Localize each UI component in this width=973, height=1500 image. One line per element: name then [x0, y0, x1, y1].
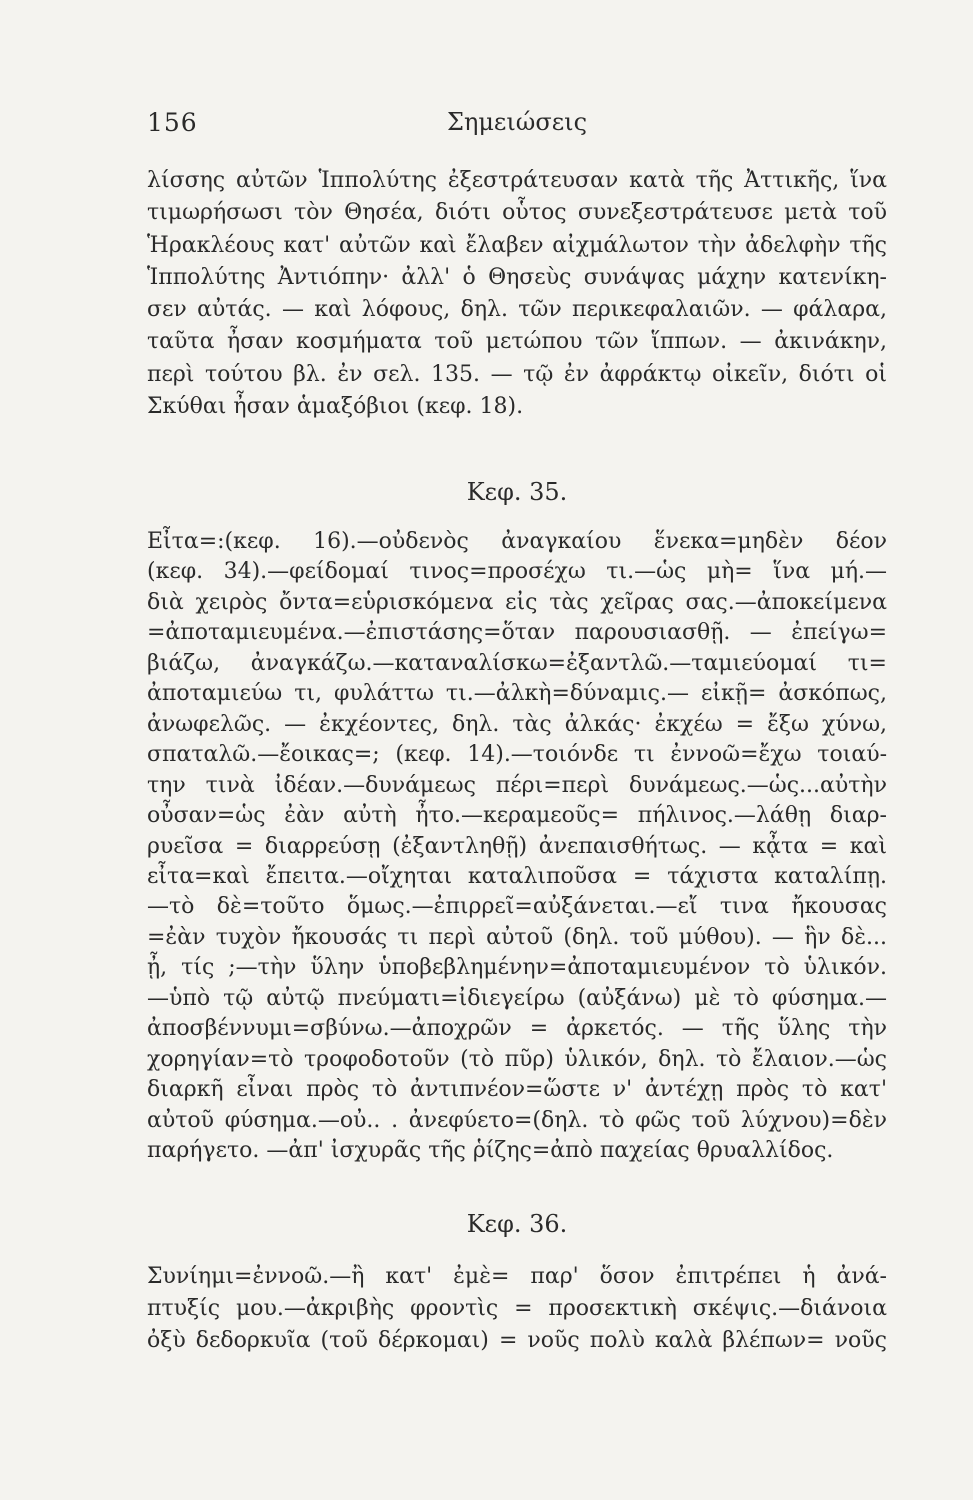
text-line: την τινὰ ἰδέαν.—δυνάμεως πέρι=περὶ δυνάμεως.—ὡς...αὐτὴν: [147, 772, 887, 798]
text-line: αὐτοῦ φύσημα.—οὐ.. . ἀνεφύετο=(δηλ. τὸ φῶς τοῦ λύχνου)=δὲν: [147, 1107, 887, 1133]
page-number: 156: [147, 108, 198, 137]
text-line: —τὸ δὲ=τοῦτο ὅμως.—ἐπιρρεῖ=αὐξάνεται.—εἴ τινα ἤκουσας: [147, 894, 887, 920]
text-line: οὖσαν=ὡς ἐὰν αὐτὴ ἦτο.—κεραμεοῦς= πήλινος.—λάθῃ διαρ-: [147, 803, 887, 829]
text-line: σπαταλῶ.—ἔοικας=; (κεφ. 14).—τοιόνδε τι ἐννοῶ=ἔχω τοιαύ-: [147, 742, 887, 768]
text-line: εἶτα=καὶ ἔπειτα.—οἴχηται καταλιποῦσα = τάχιστα καταλίπῃ.: [147, 863, 887, 889]
text-line: Συνίημι=ἐννοῶ.—ἢ κατ' ἐμὲ= παρ' ὅσον ἐπιτρέπει ἡ ἀνά-: [147, 1264, 887, 1289]
chapter-heading-36: Κεφ. 36.: [466, 1210, 568, 1238]
notes-block-chapter-36: [147, 1261, 887, 1357]
text-line: πτυξίς μου.—ἀκριβὴς φροντὶς = προσεκτικὴ σκέψις.—διάνοια: [147, 1296, 887, 1321]
text-line: =ἐὰν τυχὸν ἤκουσάς τι περὶ αὐτοῦ (δηλ. τοῦ μύθου). — ἣν δὲ...: [147, 924, 887, 950]
page-header: [147, 108, 887, 148]
text-line: λίσσης αὐτῶν Ἱππολύτης ἐξεστράτευσαν κατὰ τῆς Ἀττικῆς, ἵνα: [147, 168, 887, 193]
text-line: τιμωρήσωσι τὸν Θησέα, διότι οὗτος συνεξεστράτευσε μετὰ τοῦ: [147, 200, 887, 226]
text-line: διὰ χειρὸς ὄντα=εὑρισκόμενα εἰς τὰς χεῖρας σας.—ἀποκείμενα: [147, 589, 887, 615]
text-line: ἀνωφελῶς. — ἐκχέοντες, δηλ. τὰς ἀλκάς· ἐκχέω = ἔξω χύνω,: [147, 711, 887, 737]
running-title: Σημειώσεις: [446, 108, 588, 136]
text-line: σεν αὐτάς. — καὶ λόφους, δηλ. τῶν περικεφαλαιῶν. — φάλαρα,: [147, 297, 887, 323]
text-line: ἀποσβέννυμι=σβύνω.—ἀποχρῶν = ἀρκετός. — τῆς ὕλης τὴν: [147, 1016, 887, 1042]
text-line: ρυεῖσα = διαρρεύσῃ (ἐξαντληθῇ) ἀνεπαισθήτως. — κᾆτα = καὶ: [147, 833, 887, 859]
chapter-heading-35: Κεφ. 35.: [466, 478, 568, 506]
notes-block-chapter-35: [147, 527, 887, 1167]
text-line: —ὑπὸ τῷ αὐτῷ πνεύματι=ἰδιεγείρω (αὐξάνω) μὲ τὸ φύσημα.—: [147, 985, 887, 1011]
text-line: παρήγετο. —ἀπ' ἰσχυρᾶς τῆς ῥίζης=ἀπὸ παχείας θρυαλλίδος.: [147, 1138, 834, 1164]
text-line: Εἶτα=:(κεφ. 16).—οὐδενὸς ἀναγκαίου ἕνεκα=μηδὲν δέον: [147, 529, 887, 554]
text-line: βιάζω, ἀναγκάζω.—καταναλίσκω=ἐξαντλῶ.—ταμιεύομαί τι=: [147, 650, 887, 676]
text-line: περὶ τούτου βλ. ἐν σελ. 135. — τῷ ἐν ἀφράκτῳ οἰκεῖν, διότι οἱ: [147, 361, 887, 387]
text-line: Σκύθαι ἦσαν ἁμαξόβιοι (κεφ. 18).: [147, 394, 524, 420]
text-line: ἀποταμιεύω τι, φυλάττω τι.—ἀλκὴ=δύναμις.— εἰκῇ= ἀσκόπως,: [147, 681, 887, 707]
text-line: =ἀποταμιευμένα.—ἐπιστάσης=ὅταν παρουσιασθῇ. — ἐπείγω=: [147, 620, 887, 646]
text-line: διαρκῆ εἶναι πρὸς τὸ ἀντιπνέον=ὥστε ν' ἀντέχῃ πρὸς τὸ κατ': [147, 1077, 887, 1103]
text-line: ὀξὺ δεδορκυῖα (τοῦ δέρκομαι) = νοῦς πολὺ καλὰ βλέπων= νοῦς: [147, 1328, 887, 1353]
text-line: Ἡρακλέους κατ' αὐτῶν καὶ ἔλαβεν αἰχμάλωτον τὴν ἀδελφὴν τῆς: [147, 232, 887, 258]
notes-block-continued: [147, 165, 887, 423]
text-line: (κεφ. 34).—φείδομαί τινος=προσέχω τι.—ὡς μὴ= ἵνα μή.—: [147, 559, 887, 585]
text-line: ταῦτα ἦσαν κοσμήματα τοῦ μετώπου τῶν ἵππων. — ἀκινάκην,: [147, 329, 887, 355]
text-line: ᾖ, τίς ;—τὴν ὕλην ὑποβεβλημένην=ἀποταμιευμένον τὸ ὑλικόν.: [147, 955, 887, 981]
text-line: Ἱππολύτης Ἀντιόπην· ἀλλ' ὁ Θησεὺς συνάψας μάχην κατενίκη-: [147, 264, 887, 290]
text-line: χορηγίαν=τὸ τροφοδοτοῦν (τὸ πῦρ) ὑλικόν, δηλ. τὸ ἔλαιον.—ὡς: [147, 1046, 887, 1072]
